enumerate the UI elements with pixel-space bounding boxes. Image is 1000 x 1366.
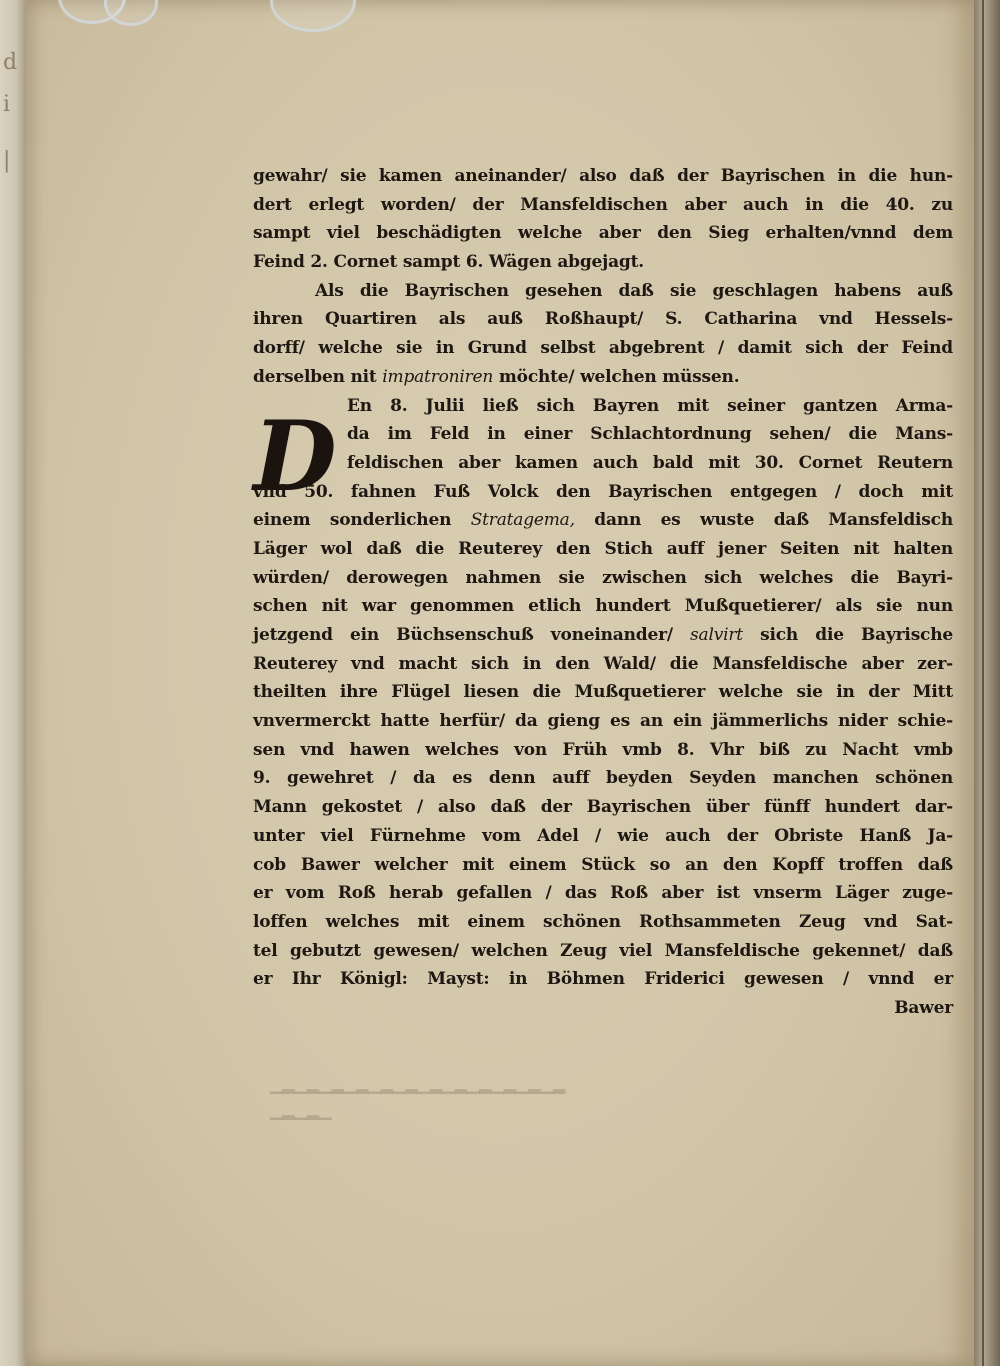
- text-line: theilten ihre Flügel liesen die Mußquetierer welche sie in der Mitt: [253, 682, 953, 703]
- text-line: [253, 621, 953, 650]
- text-line: unter viel Fürnehme vom Adel / wie auch der Obriste Hanß Ja-: [253, 825, 953, 846]
- italic-term: impatroniren: [382, 366, 494, 387]
- facing-page-edge: [0, 0, 26, 1366]
- text-line: Läger wol daß die Reuterey den Stich auff jener Seiten nit halten: [253, 538, 953, 559]
- text-line: cob Bawer welcher mit einem Stück so an den Kopff troffen daß: [253, 854, 953, 875]
- text-line: Reuterey vnd macht sich in den Wald/ die Mansfeldische aber zer-: [253, 653, 953, 674]
- text-line: er vom Roß herab gefallen / das Roß aber ist vnserm Läger zuge-: [253, 883, 953, 904]
- text-line: da im Feld in einer Schlachtordnung sehen/ die Mans-: [347, 424, 953, 445]
- text-line: sampt viel beschädigten welche aber den Sieg erhalten/vnnd dem: [253, 223, 953, 244]
- text-line: dorff/ welche sie in Grund selbst abgebrent / damit sich der Feind: [253, 338, 953, 359]
- text-line: loffen welches mit einem schönen Rothsammeten Zeug vnd Sat-: [253, 911, 953, 932]
- text-run: möchte/ welchen müssen.: [493, 366, 740, 387]
- text-line: sen vnd hawen welches von Früh vmb 8. Vhr biß zu Nacht vmb: [253, 739, 953, 760]
- drop-cap-letter: D: [253, 400, 337, 513]
- text-line: Mann gekostet / also daß der Bayrischen über fünff hundert dar-: [253, 797, 953, 818]
- text-line: gewahr/ sie kamen aneinander/ also daß der Bayrischen in die hun-: [253, 166, 953, 186]
- text-run: derselben nit: [253, 366, 383, 387]
- text-line: vnvermerckt hatte herfür/ da gieng es an ein jämmerlichs nider schie-: [253, 711, 953, 732]
- body-text: [253, 162, 953, 1023]
- text-line: tel gebutzt gewesen/ welchen Zeug viel Mansfeldische gekennet/ daß: [253, 940, 953, 961]
- margin-mark: d: [3, 50, 18, 75]
- text-line: 9. gewehret / da es denn auff beyden Seyden manchen schönen: [253, 768, 953, 789]
- text-line: ihren Quartiren als auß Roßhaupt/ S. Catharina vnd Hessels-: [253, 309, 953, 330]
- text-line: [253, 363, 953, 392]
- text-run: einem sonderlichen: [253, 510, 471, 531]
- catchword: Bawer: [894, 997, 953, 1018]
- text-line: En 8. Julii ließ sich Bayren mit seiner gantzen Arma-: [347, 395, 953, 416]
- text-line: würden/ derowegen nahmen sie zwischen sich welches die Bayri-: [253, 567, 953, 588]
- text-line: Feind 2. Cornet sampt 6. Wägen abgejagt.: [253, 252, 644, 273]
- italic-term: salvirt: [690, 625, 743, 645]
- text-line: vnd 50. fahnen Fuß Volck den Bayrischen entgegen / doch mit: [253, 481, 953, 502]
- text-line: er Ihr Königl: Mayst: in Böhmen Friderici gewesen / vnnd er: [253, 969, 953, 990]
- text-run: dann es wuste daß Mansfeldisch: [574, 510, 953, 531]
- margin-mark: i: [3, 92, 11, 117]
- margin-mark: |: [3, 148, 11, 173]
- page-right-edge: [974, 0, 1000, 1366]
- text-line: feldischen aber kamen auch bald mit 30. Cornet Reutern: [347, 452, 953, 473]
- text-line: Als die Bayrischen gesehen daß sie geschlagen habens auß: [315, 280, 953, 301]
- text-line: dert erlegt worden/ der Mansfeldischen aber auch in die 40. zu: [253, 194, 953, 215]
- italic-term: Stratagema,: [470, 510, 575, 531]
- show-through-text: ▁▂▁▂▁▂▁▂▁▂▁▂▁▂▁▂▁▂▁▂▁▂▁▂ ▁▂▁▂▁: [270, 1075, 566, 1120]
- text-line: [253, 506, 953, 535]
- text-run: jetzgend ein Büchsenschuß voneinander/: [253, 625, 691, 645]
- text-run: sich die Bayrische: [742, 625, 953, 645]
- text-line: schen nit war genommen etlich hundert Mußquetierer/ als sie nun: [253, 596, 953, 617]
